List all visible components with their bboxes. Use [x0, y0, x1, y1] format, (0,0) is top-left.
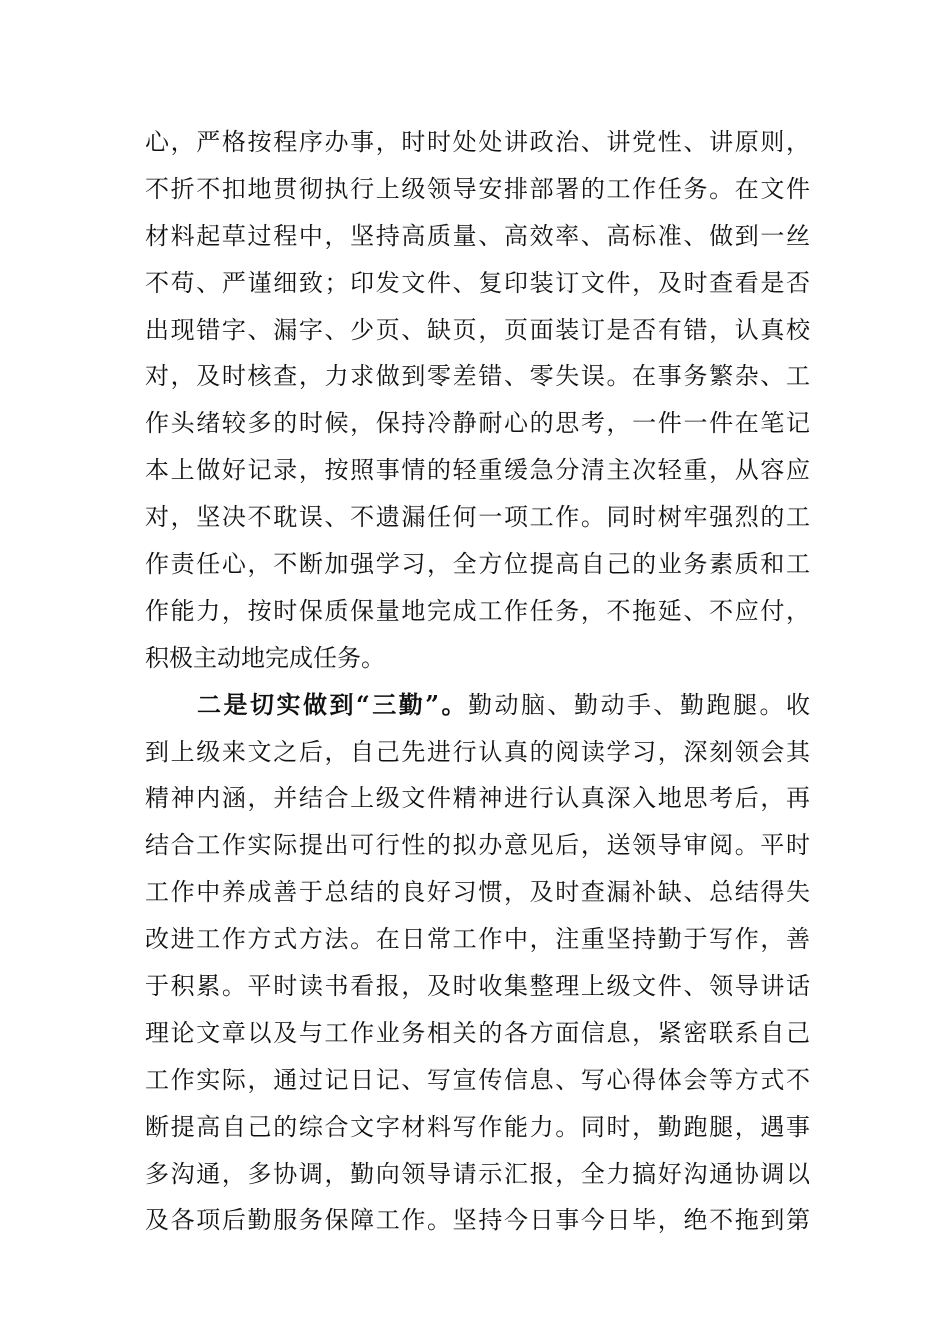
text-line: 工作中养成善于总结的良好习惯，及时查漏补缺、总结得失 [145, 878, 810, 907]
text-line: 不苟、严谨细致；印发文件、复印装订文件，及时查看是否 [145, 268, 810, 297]
text-line: 结合工作实际提出可行性的拟办意见后，送领导审阅。平时 [145, 831, 810, 860]
text-line: 理论文章以及与工作业务相关的各方面信息，紧密联系自己 [145, 1018, 810, 1047]
paragraph-2-first-line-text: 勤动脑、勤动手、勤跑腿。收 [468, 690, 810, 719]
text-line: 积极主动地完成任务。 [145, 643, 385, 672]
text-line: 多沟通，多协调，勤向领导请示汇报，全力搞好沟通协调以 [145, 1159, 810, 1188]
text-line: 作头绪较多的时候，保持冷静耐心的思考，一件一件在笔记 [145, 409, 810, 438]
text-line: 本上做好记录，按照事情的轻重缓急分清主次轻重，从容应 [145, 456, 810, 485]
paragraph-heading: 二是切实做到“三勤”。 [197, 689, 469, 719]
paragraph-2-first-line [145, 682, 810, 729]
paragraph-2 [145, 682, 810, 1245]
text-line: 及各项后勤服务保障工作。坚持今日事今日毕，绝不拖到第 [145, 1206, 810, 1235]
paragraph-1 [145, 119, 810, 682]
text-line: 作能力，按时保质保量地完成工作任务，不拖延、不应付， [145, 596, 810, 625]
document-body [145, 119, 810, 1244]
text-line: 改进工作方式方法。在日常工作中，注重坚持勤于写作，善 [145, 925, 810, 954]
text-line: 精神内涵，并结合上级文件精神进行认真深入地思考后，再 [145, 784, 810, 813]
text-line: 断提高自己的综合文字材料写作能力。同时，勤跑腿，遇事 [145, 1112, 810, 1141]
text-line: 对，及时核查，力求做到零差错、零失误。在事务繁杂、工 [145, 362, 810, 391]
text-line: 不折不扣地贯彻执行上级领导安排部署的工作任务。在文件 [145, 174, 810, 203]
text-line: 作责任心，不断加强学习，全方位提高自己的业务素质和工 [145, 550, 810, 579]
text-line: 到上级来文之后，自己先进行认真的阅读学习，深刻领会其 [145, 737, 810, 766]
text-line: 心，严格按程序办事，时时处处讲政治、讲党性、讲原则， [145, 128, 810, 156]
text-line: 对，坚决不耽误、不遗漏任何一项工作。同时树牢强烈的工 [145, 503, 810, 532]
text-line: 于积累。平时读书看报，及时收集整理上级文件、领导讲话 [145, 972, 810, 1001]
text-line: 出现错字、漏字、少页、缺页，页面装订是否有错，认真校 [145, 315, 810, 344]
text-line: 材料起草过程中，坚持高质量、高效率、高标准、做到一丝 [145, 221, 810, 250]
text-line: 工作实际，通过记日记、写宣传信息、写心得体会等方式不 [145, 1065, 810, 1094]
